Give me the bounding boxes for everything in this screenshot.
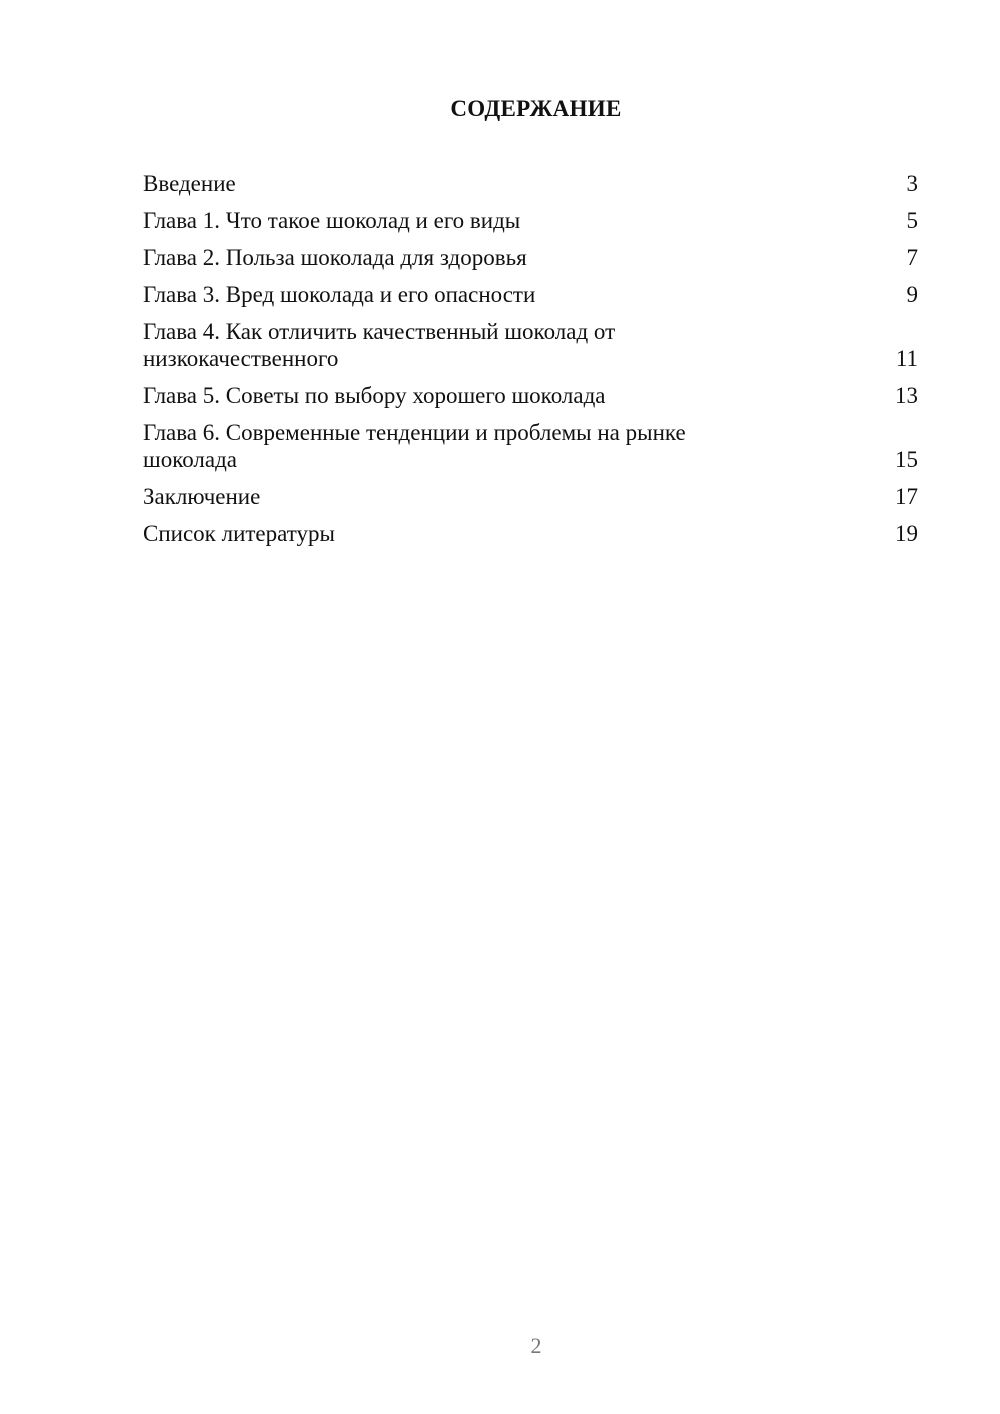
toc-entry-conclusion[interactable] (143, 483, 918, 510)
toc-entry-page: 19 (895, 521, 918, 546)
page-title: СОДЕРЖАНИЕ (450, 96, 622, 121)
toc-entry-label: Глава 3. Вред шоколада и его опасности (143, 282, 536, 307)
toc-entry-chapter-3[interactable] (143, 281, 918, 308)
toc-entry-label: Список литературы (143, 521, 335, 546)
toc-entry-chapter-4[interactable] (143, 318, 918, 372)
toc-entry-chapter-5[interactable] (143, 382, 918, 409)
toc-entry-label: Глава 1. Что такое шоколад и его виды (143, 208, 521, 233)
toc-entry-chapter-1[interactable] (143, 207, 918, 234)
toc-entry-chapter-6[interactable] (143, 419, 918, 473)
toc-entry-label: Глава 6. Современные тенденции и проблемы на рынке шоколада (143, 420, 686, 472)
toc-entry-page: 5 (906, 208, 918, 233)
toc-entry-label: Введение (143, 171, 236, 196)
toc-entry-page: 3 (906, 171, 918, 196)
toc-entry-page: 9 (906, 282, 918, 307)
toc-entry-page: 15 (895, 447, 918, 472)
toc-entry-label: Глава 2. Польза шоколада для здоровья (143, 245, 527, 270)
toc-entry-references[interactable] (143, 520, 918, 547)
toc-entry-page: 13 (895, 383, 918, 408)
toc-entry-page: 11 (895, 346, 918, 371)
toc-entry-chapter-2[interactable] (143, 244, 918, 271)
toc-entry-label: Глава 4. Как отличить качественный шоколад от низкокачественного (143, 319, 616, 371)
toc-entry-page: 17 (895, 484, 918, 509)
toc-entry-label: Глава 5. Советы по выбору хорошего шоколада (143, 383, 606, 408)
toc-entry-label: Заключение (143, 484, 261, 509)
toc-entry-page: 7 (906, 245, 918, 270)
table-of-contents (143, 170, 918, 557)
page-number: 2 (530, 1333, 542, 1358)
toc-entry-introduction[interactable] (143, 170, 918, 197)
